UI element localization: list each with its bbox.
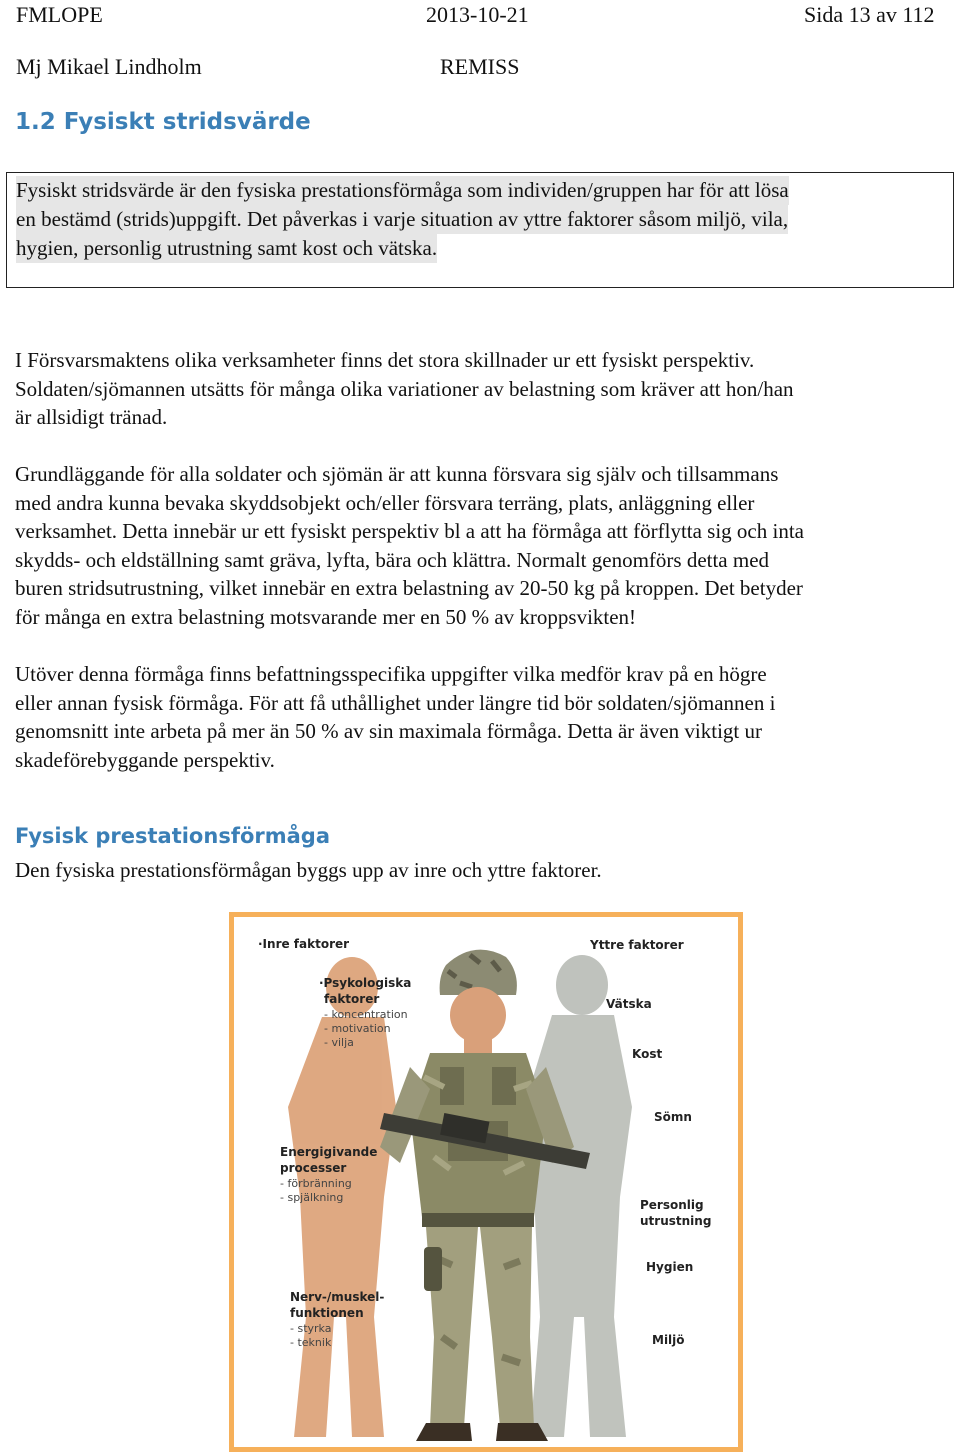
factor-item: - spjälkning — [280, 1191, 344, 1204]
definition-box — [6, 172, 954, 288]
outer-factor-label: Miljö — [652, 1333, 685, 1347]
text-line: buren stridsutrustning, vilket innebär en extra belastning av 20-50 kg på kroppen. Det betyder — [15, 576, 803, 600]
factor-item: - styrka — [290, 1322, 332, 1335]
paragraph-3 — [15, 660, 950, 774]
text-line: är allsidigt tränad. — [15, 405, 168, 429]
header-status: REMISS — [440, 54, 520, 79]
text-line: eller annan fysisk förmåga. För att få uthållighet under längre tid bör soldaten/sjömannen i — [15, 690, 776, 715]
definition-line: Fysiskt stridsvärde är den fysiska prestationsförmåga som individen/gruppen har för att lösa — [16, 176, 789, 205]
subsection-intro: Den fysiska prestationsförmågan byggs upp av inre och yttre faktorer. — [15, 858, 602, 882]
outer-factor-label: Hygien — [646, 1260, 694, 1274]
factor-item: - förbränning — [280, 1177, 352, 1190]
subsection-heading: Fysisk prestationsförmåga — [15, 824, 330, 848]
outer-factor-label: Sömn — [654, 1110, 692, 1124]
outer-factor-label: Vätska — [606, 997, 652, 1011]
text-line: med andra kunna bevaka skyddsobjekt och/eller försvara terräng, plats, anläggning eller — [15, 490, 755, 515]
paragraph-1 — [15, 346, 950, 432]
header-page-number: Sida 13 av 112 — [804, 2, 935, 27]
factor-item: - vilja — [324, 1036, 354, 1049]
text-line: för många en extra belastning motsvarande mer en 50 % av kroppsvikten! — [15, 604, 637, 629]
paragraph-2 — [15, 460, 950, 631]
outer-factor-label: Personlig — [640, 1198, 704, 1212]
outer-factor-label: Kost — [632, 1047, 663, 1061]
factor-title: processer — [280, 1161, 347, 1175]
text-line: Soldaten/sjömannen utsätts för många olika variationer av belastning som kräver att hon/han — [15, 376, 794, 401]
text-line: Utöver denna förmåga finns befattningsspecifika uppgifter vilka medför krav på en högre — [15, 662, 767, 686]
inner-factors-title: ·Inre faktorer — [258, 937, 350, 951]
factor-item: - motivation — [324, 1022, 391, 1035]
header-doc-code: FMLOPE — [16, 2, 103, 27]
header-author: Mj Mikael Lindholm — [16, 54, 202, 79]
factor-title: funktionen — [290, 1306, 364, 1320]
factor-title: faktorer — [324, 992, 380, 1006]
factor-item: - teknik — [290, 1336, 332, 1349]
factor-title: Nerv-/muskel- — [290, 1290, 385, 1304]
section-heading: 1.2 Fysiskt stridsvärde — [15, 109, 311, 135]
definition-line: hygien, personlig utrustning samt kost och vätska. — [16, 234, 437, 263]
factor-title: ·Psykologiska — [319, 976, 412, 990]
header-date: 2013-10-21 — [426, 2, 529, 27]
text-line: genomsnitt inte arbeta på mer än 50 % av sin maximala förmåga. Detta är även viktigt ur — [15, 719, 762, 743]
factor-item: - koncentration — [324, 1008, 408, 1021]
factor-title: Energigivande — [280, 1145, 378, 1159]
text-line: skadeförebyggande perspektiv. — [15, 747, 275, 772]
text-line: I Försvarsmaktens olika verksamheter finns det stora skillnader ur ett fysiskt perspektiv. — [15, 348, 755, 372]
text-line: verksamhet. Detta innebär ur ett fysiskt perspektiv bl a att ha förmåga att förflytta sig och inta — [15, 519, 804, 543]
text-line: skydds- och eldställning samt gräva, lyfta, bära och klättra. Normalt genomförs detta med — [15, 547, 770, 572]
outer-factor-label: utrustning — [640, 1214, 712, 1228]
definition-line: en bestämd (strids)uppgift. Det påverkas i varje situation av yttre faktorer såsom miljö, vila, — [16, 205, 788, 234]
text-line: Grundläggande för alla soldater och sjömän är att kunna försvara sig själv och tillsammans — [15, 462, 779, 486]
outer-shadow-silhouette — [524, 955, 632, 1437]
outer-factors-title: Yttre faktorer — [590, 938, 684, 952]
physical-capacity-figure — [229, 912, 743, 1452]
